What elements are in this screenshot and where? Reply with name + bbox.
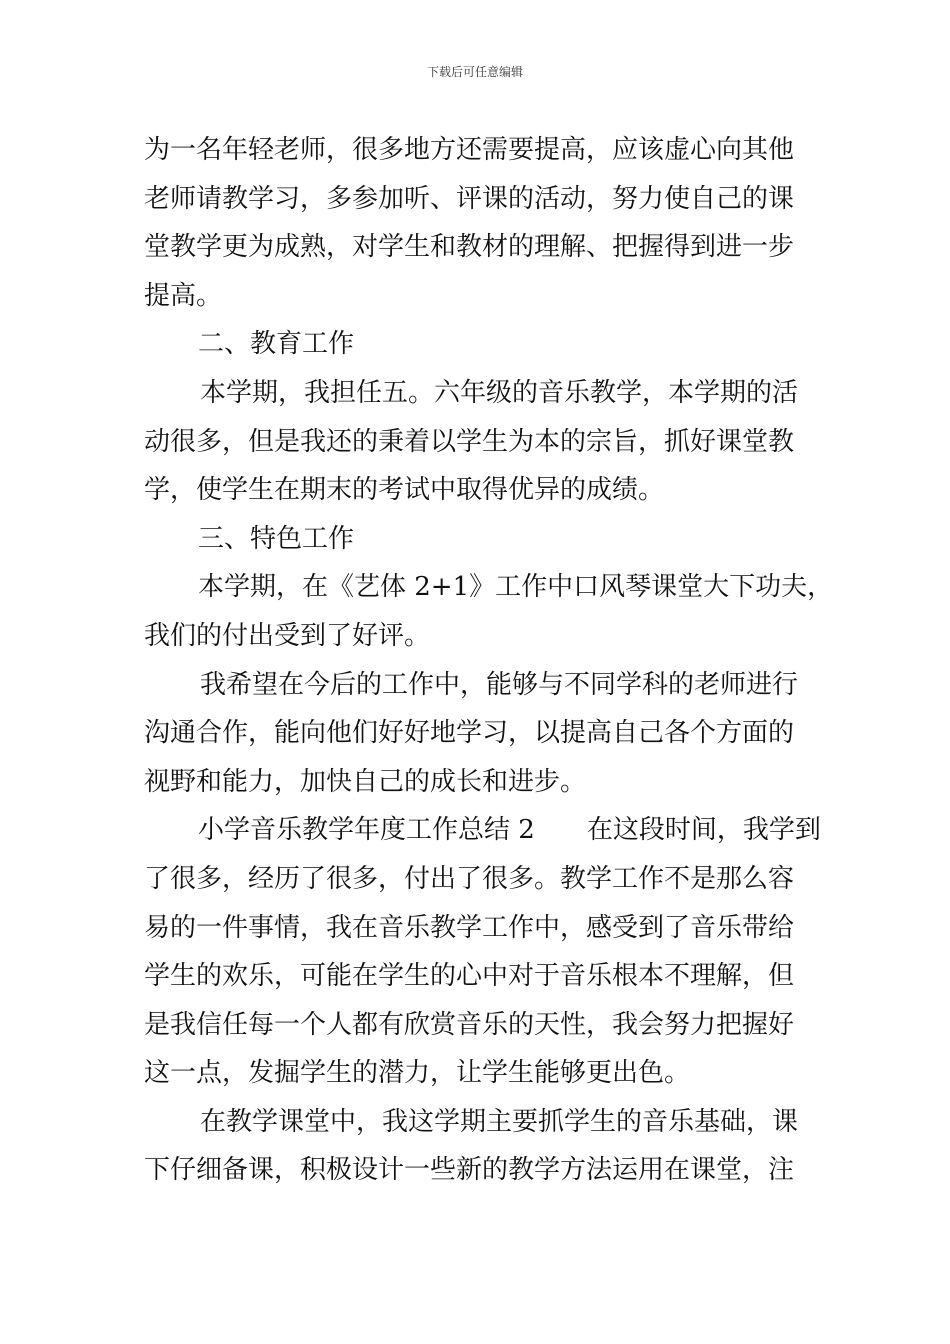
paragraph-line: 视野和能力，加快自己的成长和进步。 [144,766,587,797]
paragraph-line: 了很多，经历了很多，付出了很多。教学工作不是那么容 [144,863,795,894]
paragraph-line: 学生的欢乐，可能在学生的心中对于音乐根本不理解，但 [144,961,795,992]
paragraph-line: 在教学课堂中，我这学期主要抓学生的音乐基础，课 [200,1106,799,1137]
paragraph-line: 动很多，但是我还的秉着以学生为本的宗旨，抓好课堂教 [144,426,795,457]
paragraph-line: 为一名年轻老师，很多地方还需要提高，应该虚心向其他 [144,135,795,165]
paragraph-line: 提高。 [144,280,223,311]
paragraph-line: 这一点，发掘学生的潜力，让学生能够更出色。 [144,1058,691,1089]
paragraph-line: 老师请教学习，多参加听、评课的活动，努力使自己的课 [144,183,795,214]
section-heading: 三、特色工作 [198,523,355,554]
summary-title: 小学音乐教学年度工作总结 2 [198,815,535,846]
section-heading: 二、教育工作 [198,329,355,360]
paragraph-line: 学，使学生在期末的考试中取得优异的成绩。 [144,475,665,506]
paragraph-start: 在这段时间，我学到 [586,815,821,846]
paragraph-line: 本学期，我担任五。六年级的音乐教学，本学期的活 [200,377,799,408]
paragraph-line: 下仔细备课，积极设计一些新的教学方法运用在课堂，注 [144,1155,795,1186]
document-body [144,126,834,1195]
paragraph-line: 本学期，在《艺体 2+1》工作中口风琴课堂大下功夫， [198,572,834,603]
paragraph-line: 是我信任每一个人都有欣赏音乐的天性，我会努力把握好 [144,1009,795,1040]
summary-title-line [144,806,821,855]
paragraph-line: 易的一件事情，我在音乐教学工作中，感受到了音乐带给 [144,912,795,943]
page-header: 下载后可任意编辑 [426,65,523,79]
paragraph-line: 我希望在今后的工作中，能够与不同学科的老师进行 [200,669,799,700]
paragraph-line: 堂教学更为成熟，对学生和教材的理解、把握得到进一步 [144,232,795,263]
paragraph-line: 沟通合作，能向他们好好地学习，以提高自己各个方面的 [144,718,795,749]
paragraph-line: 我们的付出受到了好评。 [144,620,431,651]
